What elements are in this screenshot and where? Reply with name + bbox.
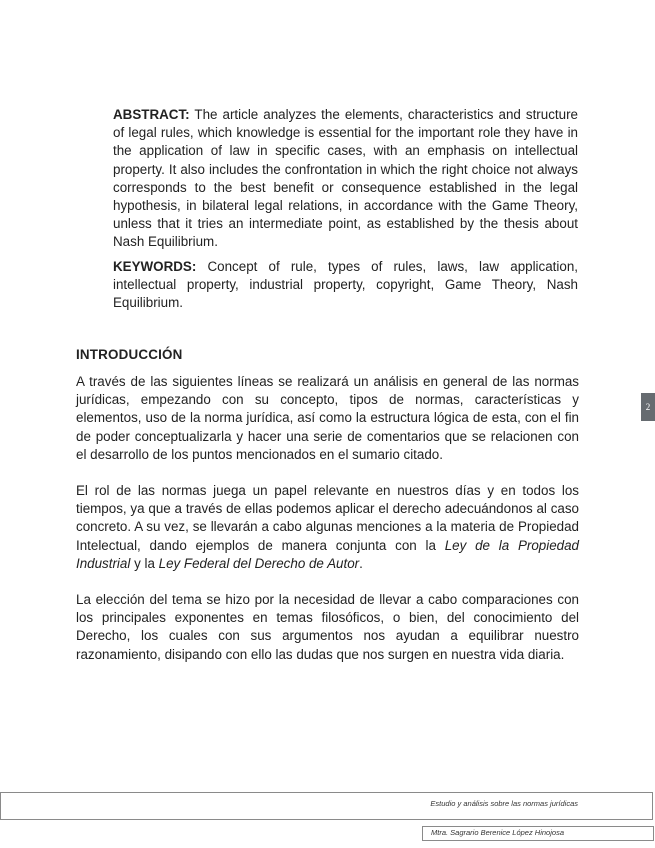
intro-body xyxy=(76,373,579,682)
abstract-text: The article analyzes the elements, characteristics and structure of legal rules, which knowledge is essential for the important role they have in the application of law in specific cases, with an emphasis on intellectual property. It also includes the confrontation in which the right choice not always corresponds to the best benefit or consequence established in the legal hypothesis, in bilateral legal relations, in accordance with the Game Theory, unless that it tries an intermediate point, as established by the thesis about Nash Equilibrium. xyxy=(113,107,578,250)
p2-text-end: . xyxy=(359,555,363,571)
abstract-paragraph xyxy=(113,106,578,252)
p2-text-start: El rol de las normas juega un papel relevante en nuestros días y en todos los tiempos, ya que a través de ellas podemos aplicar el derecho adecuándonos al caso concreto. A su vez, se llevarán a cabo algunas menciones a la materia de Propiedad Intelectual, dando ejemplos de manera conjunta con la xyxy=(76,483,579,553)
footer-title-box xyxy=(0,792,653,820)
footer-author: Mtra. Sagrario Berenice López Hinojosa xyxy=(431,828,564,837)
footer-title: Estudio y análisis sobre las normas jurídicas xyxy=(430,799,578,808)
law-reference-copyright: Ley Federal del Derecho de Autor xyxy=(158,555,360,571)
keywords-paragraph xyxy=(113,258,578,313)
intro-paragraph-2 xyxy=(76,482,579,573)
law-reference-industrial: Ley de la Propiedad Industrial xyxy=(76,537,579,571)
footer-author-box xyxy=(422,826,654,841)
p2-text-mid: y la xyxy=(130,555,159,571)
intro-heading: INTRODUCCIÓN xyxy=(76,347,183,362)
keywords-label: KEYWORDS: xyxy=(113,258,197,274)
page-number-tab: 2 xyxy=(641,393,655,421)
abstract-section xyxy=(113,106,578,318)
keywords-text: Concept of rule, types of rules, laws, law application, intellectual property, industrial property, copyright, Game Theory, Nash Equilibrium. xyxy=(113,258,578,311)
intro-paragraph-1: A través de las siguientes líneas se realizará un análisis en general de las normas jurídicas, empezando con su concepto, tipos de normas, características y elementos, uso de la norma jurídica, así como la estructura lógica de esta, con el fin de poder conceptualizarla y hacer una serie de comentarios que se relacionen con el desarrollo de los puntos mencionados en el sumario citado. xyxy=(76,374,579,462)
abstract-label: ABSTRACT: xyxy=(113,107,190,122)
intro-paragraph-3: La elección del tema se hizo por la necesidad de llevar a cabo comparaciones con los principales exponentes en temas filosóficos, o bien, del conocimiento del Derecho, los cuales con sus argumentos nos ayudan a equilibrar nuestro razonamiento, disipando con ello las dudas que nos surgen en nuestra vida diaria. xyxy=(76,592,579,662)
